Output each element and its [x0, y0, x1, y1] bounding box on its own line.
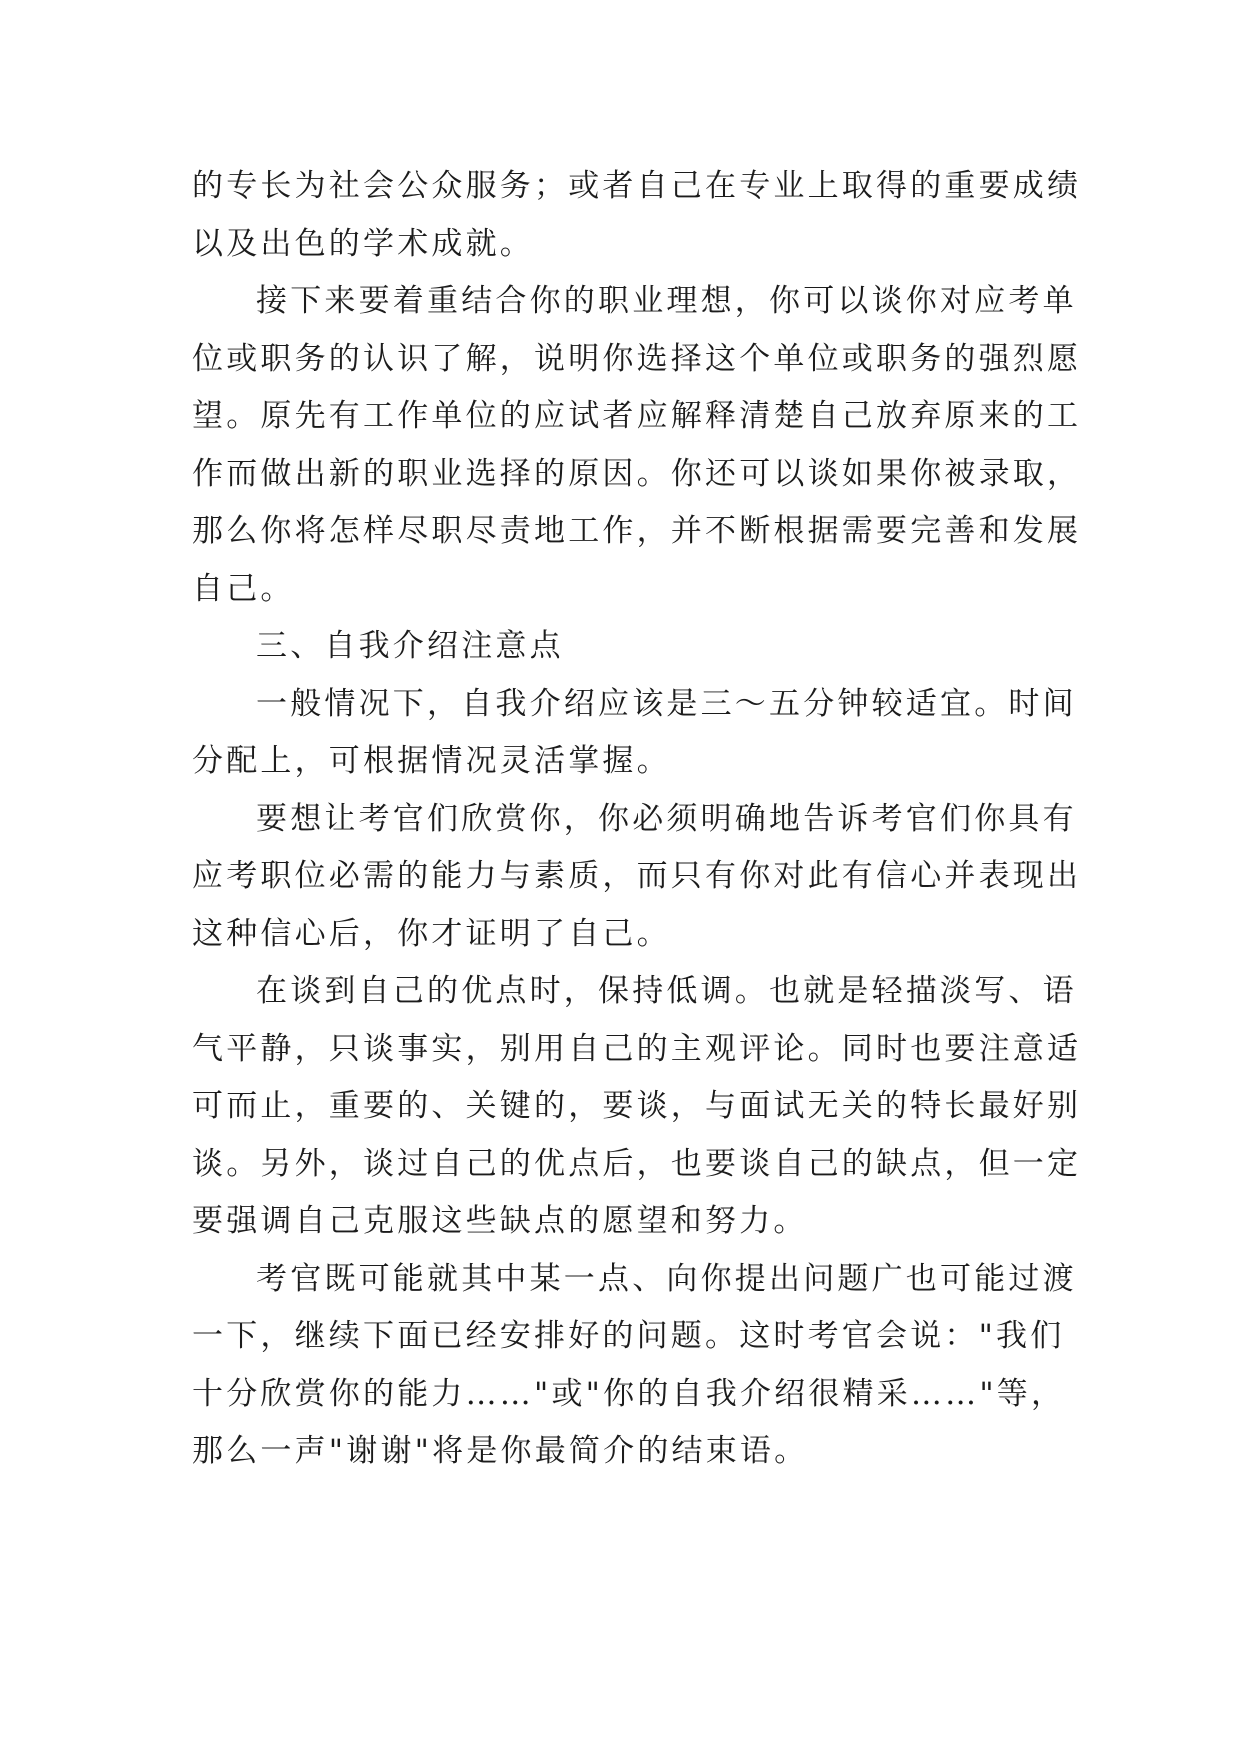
text-line: 这种信心后，你才证明了自己。	[192, 915, 671, 952]
text-line: 的专长为社会公众服务；或者自己在专业上取得的重要成绩	[192, 168, 1082, 204]
text-line: 自己。	[192, 570, 295, 607]
text-line: 要强调自己克服这些缺点的愿望和努力。	[192, 1203, 808, 1239]
paragraph-start-line: 接下来要着重结合你的职业理想，你可以谈你对应考单	[256, 283, 1077, 319]
document-body	[192, 158, 1082, 1481]
text-line: 位或职务的认识了解，说明你选择这个单位或职务的强烈愿	[192, 340, 1082, 377]
section-heading: 三、自我介绍注意点	[256, 628, 564, 664]
text-line: 那么你将怎样尽职尽责地工作，并不断根据需要完善和发展	[192, 513, 1082, 549]
text-line: 分配上，可根据情况灵活掌握。	[192, 743, 671, 779]
text-line: 谈。另外，谈过自己的优点后，也要谈自己的缺点，但一定	[192, 1145, 1082, 1182]
paragraph-start-line: 在谈到自己的优点时，保持低调。也就是轻描淡写、语	[256, 973, 1077, 1009]
text-line: 以及出色的学术成就。	[192, 225, 534, 262]
text-line: 十分欣赏你的能力……"或"你的自我介绍很精采……"等，	[192, 1375, 1066, 1412]
paragraph-start-line: 考官既可能就其中某一点、向你提出问题广也可能过渡	[256, 1260, 1077, 1297]
text-line: 那么一声"谢谢"将是你最简介的结束语。	[192, 1433, 809, 1469]
paragraph-start-line: 一般情况下，自我介绍应该是三～五分钟较适宜。时间	[256, 685, 1077, 722]
text-line: 一下，继续下面已经安排好的问题。这时考官会说："我们	[192, 1318, 1065, 1354]
text-line: 望。原先有工作单位的应试者应解释清楚自己放弃原来的工	[192, 398, 1082, 434]
paragraph-start-line: 要想让考官们欣赏你，你必须明确地告诉考官们你具有	[256, 800, 1077, 837]
text-line: 可而止，重要的、关键的，要谈，与面试无关的特长最好别	[192, 1088, 1082, 1124]
text-line: 应考职位必需的能力与素质，而只有你对此有信心并表现出	[192, 858, 1082, 894]
text-line: 气平静，只谈事实，别用自己的主观评论。同时也要注意适	[192, 1030, 1082, 1067]
text-line: 作而做出新的职业选择的原因。你还可以谈如果你被录取，	[192, 455, 1082, 492]
